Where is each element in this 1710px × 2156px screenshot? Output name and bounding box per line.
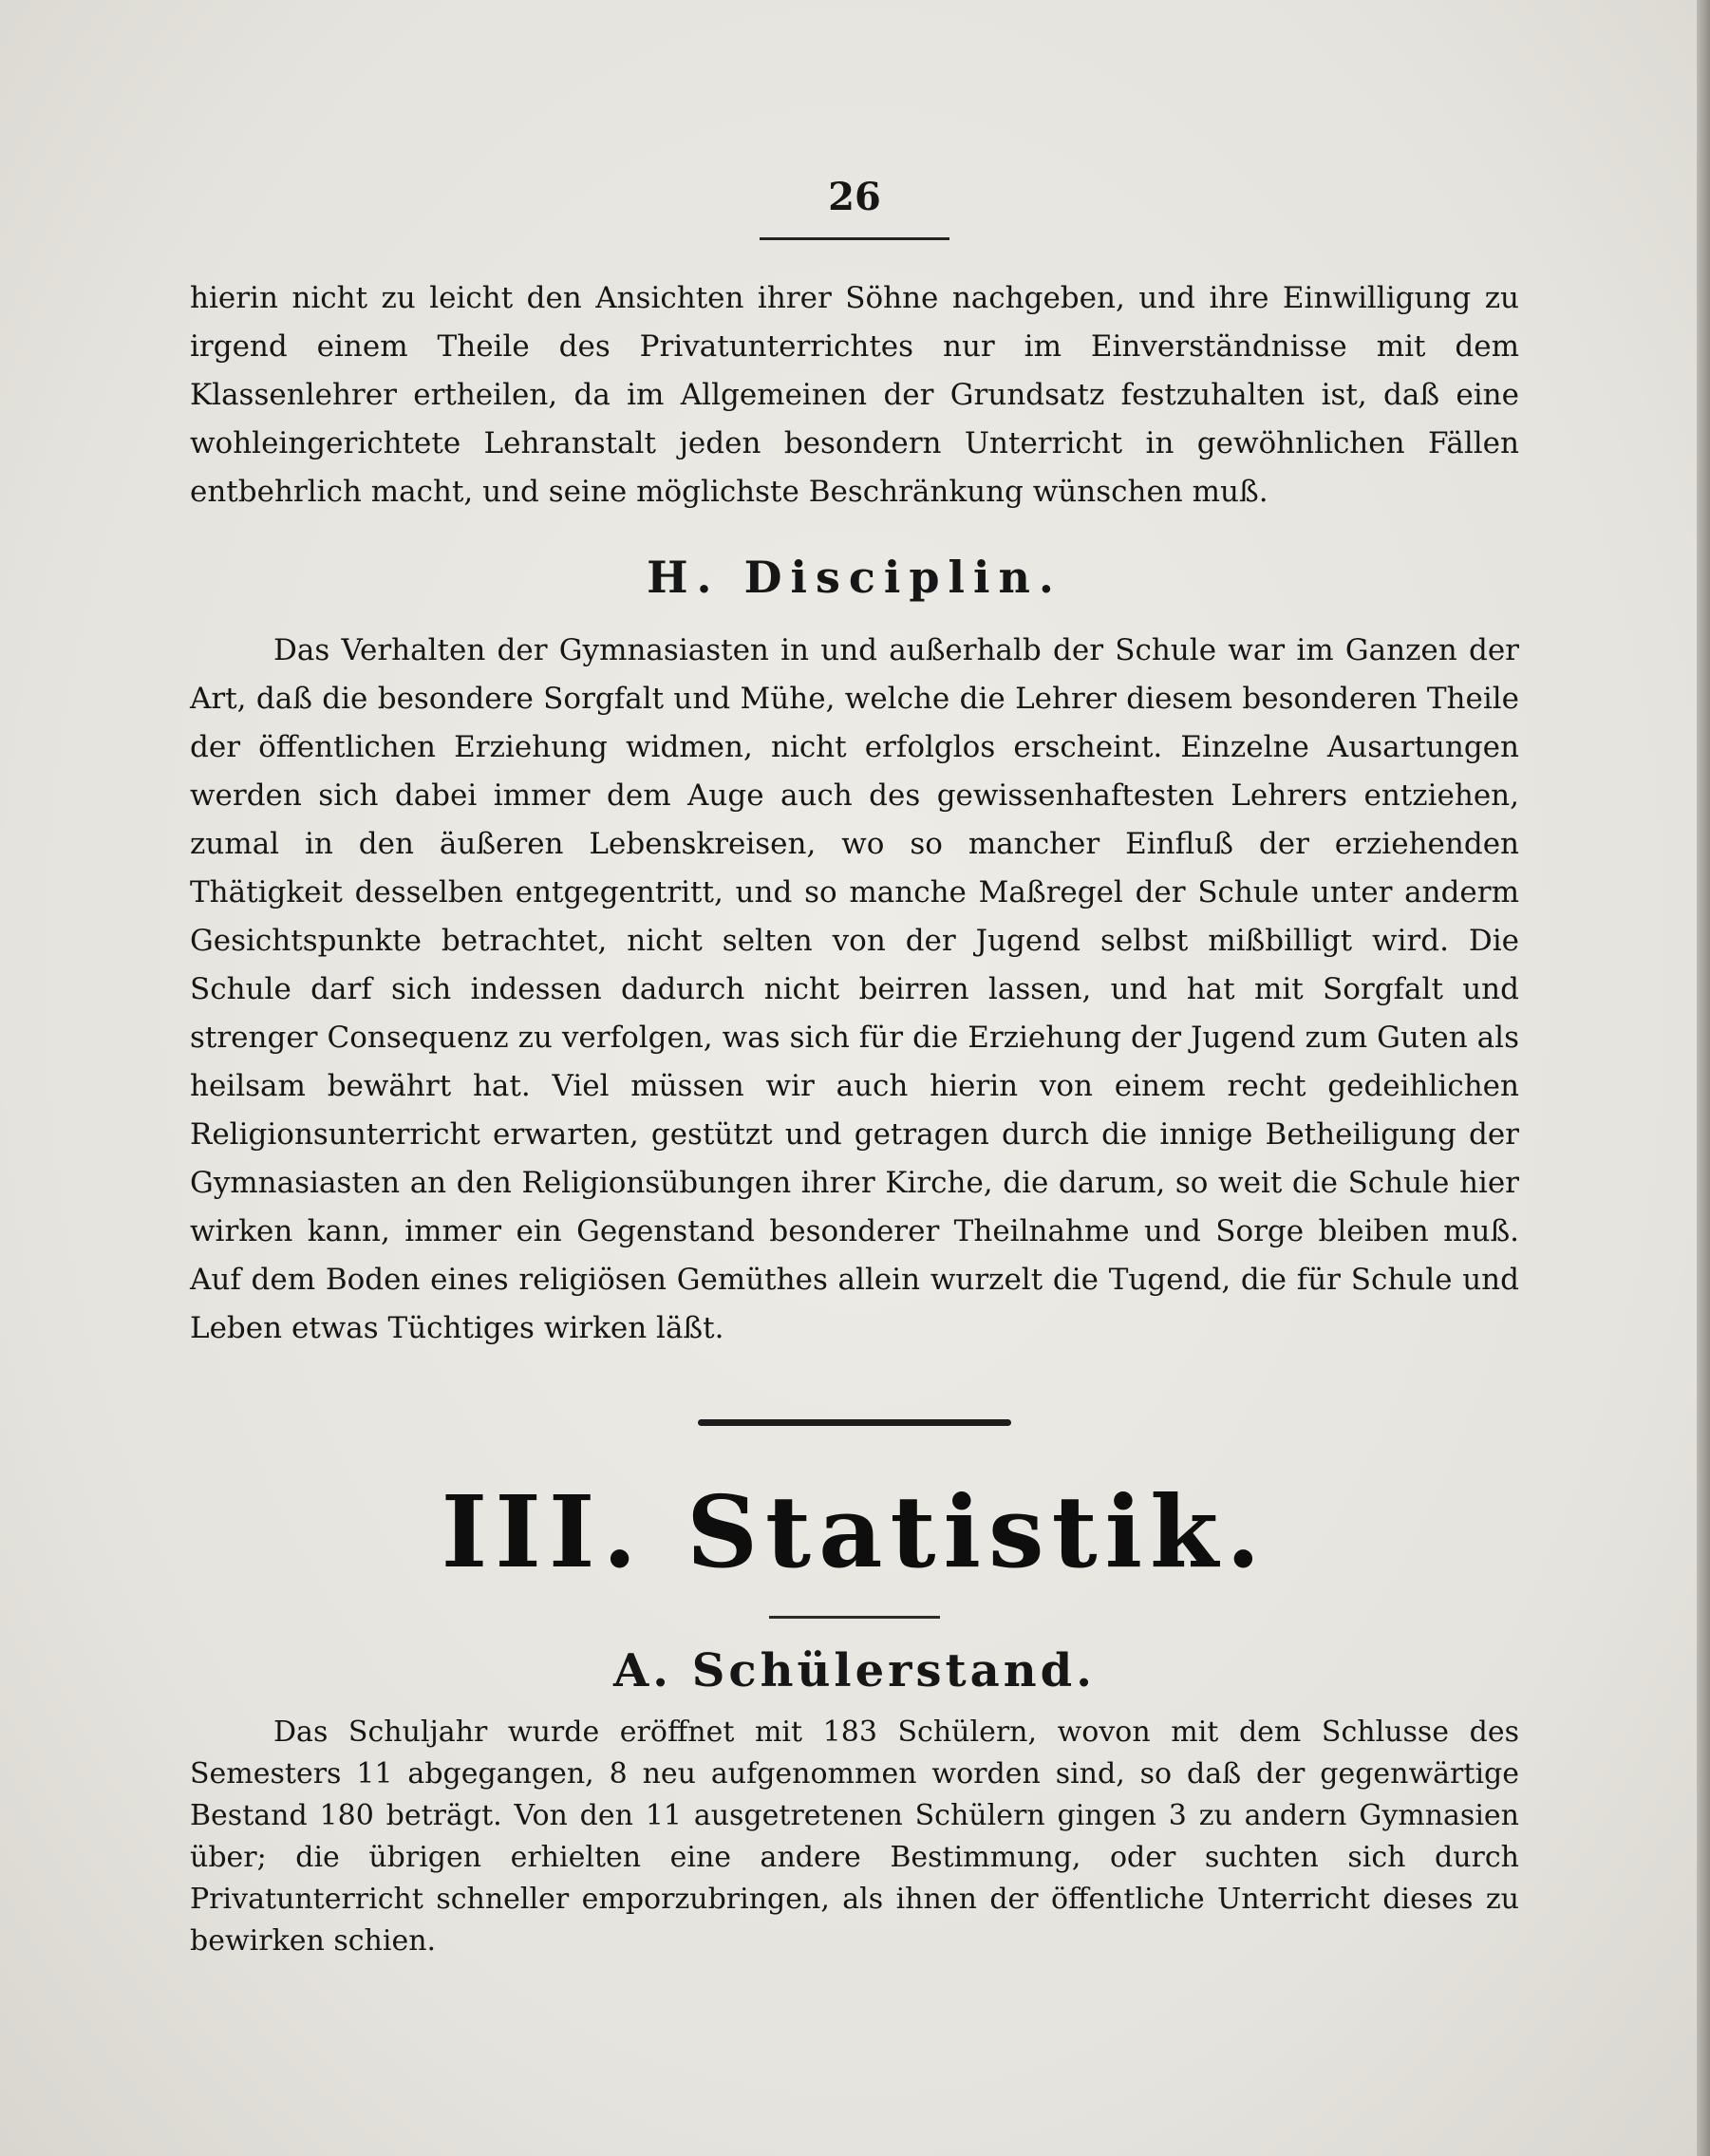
schuelerstand-paragraph: Das Schuljahr wurde eröffnet mit 183 Schülern, wovon mit dem Schlusse des Semesters 11 abgegangen, 8 neu aufgenommen worden sind, so daß der gegenwärtige Bestand 180 beträgt. Von den 11 ausgetretenen Schülern gingen 3 zu andern Gymnasien über; die übrigen erhielten eine andere Bestimmung, oder suchten sich durch Privatunterricht schneller emporzubringen, als ihnen der öffentliche Unterricht dieses zu bewirken schien. (190, 1715, 1519, 1958)
section-heading-disciplin: H. Disciplin. (647, 552, 1062, 603)
chapter-underline-rule (769, 1616, 940, 1619)
section-heading-schuelerstand: A. Schülerstand. (613, 1644, 1096, 1697)
page-number: 26 (828, 175, 881, 219)
page-edge-shadow (1697, 0, 1710, 2156)
header-rule (760, 237, 949, 240)
page-content (190, 171, 1519, 1962)
chapter-separator-rule (698, 1419, 1011, 1426)
intro-paragraph: hierin nicht zu leicht den Ansichten ihrer Söhne nachgeben, und ihre Einwilligung zu irgend einem Theile des Privatunterrichtes nur im Einverständnisse mit dem Klassenlehrer ertheilen, da im Allgemeinen der Grundsatz festzuhalten ist, daß eine wohleingerichtete Lehranstalt jeden besondern Unterricht in gewöhnlichen Fällen entbehrlich macht, und seine möglichste Beschränkung wünschen muß. (190, 281, 1519, 509)
chapter-heading-statistik: III. Statistik. (441, 1473, 1268, 1590)
disciplin-paragraph: Das Verhalten der Gymnasiasten in und außerhalb der Schule war im Ganzen der Art, daß die besondere Sorgfalt und Mühe, welche die Lehrer diesem besonderen Theile der öffentlichen Erziehung widmen, nicht erfolglos erscheint. Einzelne Ausartungen werden sich dabei immer dem Auge auch des gewissenhaftesten Lehrers entziehen, zumal in den äußeren Lebenskreisen, wo so mancher Einfluß der erziehenden Thätigkeit desselben entgegentritt, und so manche Maßregel der Schule unter anderm Gesichtspunkte betrachtet, nicht selten von der Jugend selbst mißbilligt wird. Die Schule darf sich indessen dadurch nicht beirren lassen, und hat mit Sorgfalt und strenger Consequenz zu verfolgen, was sich für die Erziehung der Jugend zum Guten als heilsam bewährt hat. Viel müssen wir auch hierin von einem recht gedeihlichen Religionsunterricht erwarten, gestützt und getragen durch die innige Betheiligung der Gymnasiasten an den Religionsübungen ihrer Kirche, die darum, so weit die Schule hier wirken kann, immer ein Gegenstand besonderer Theilnahme und Sorge bleiben muß. Auf dem Boden eines religiösen Gemüthes allein wurzelt die Tugend, die für Schule und Leben etwas Tüchtiges wirken läßt. (190, 633, 1519, 1345)
